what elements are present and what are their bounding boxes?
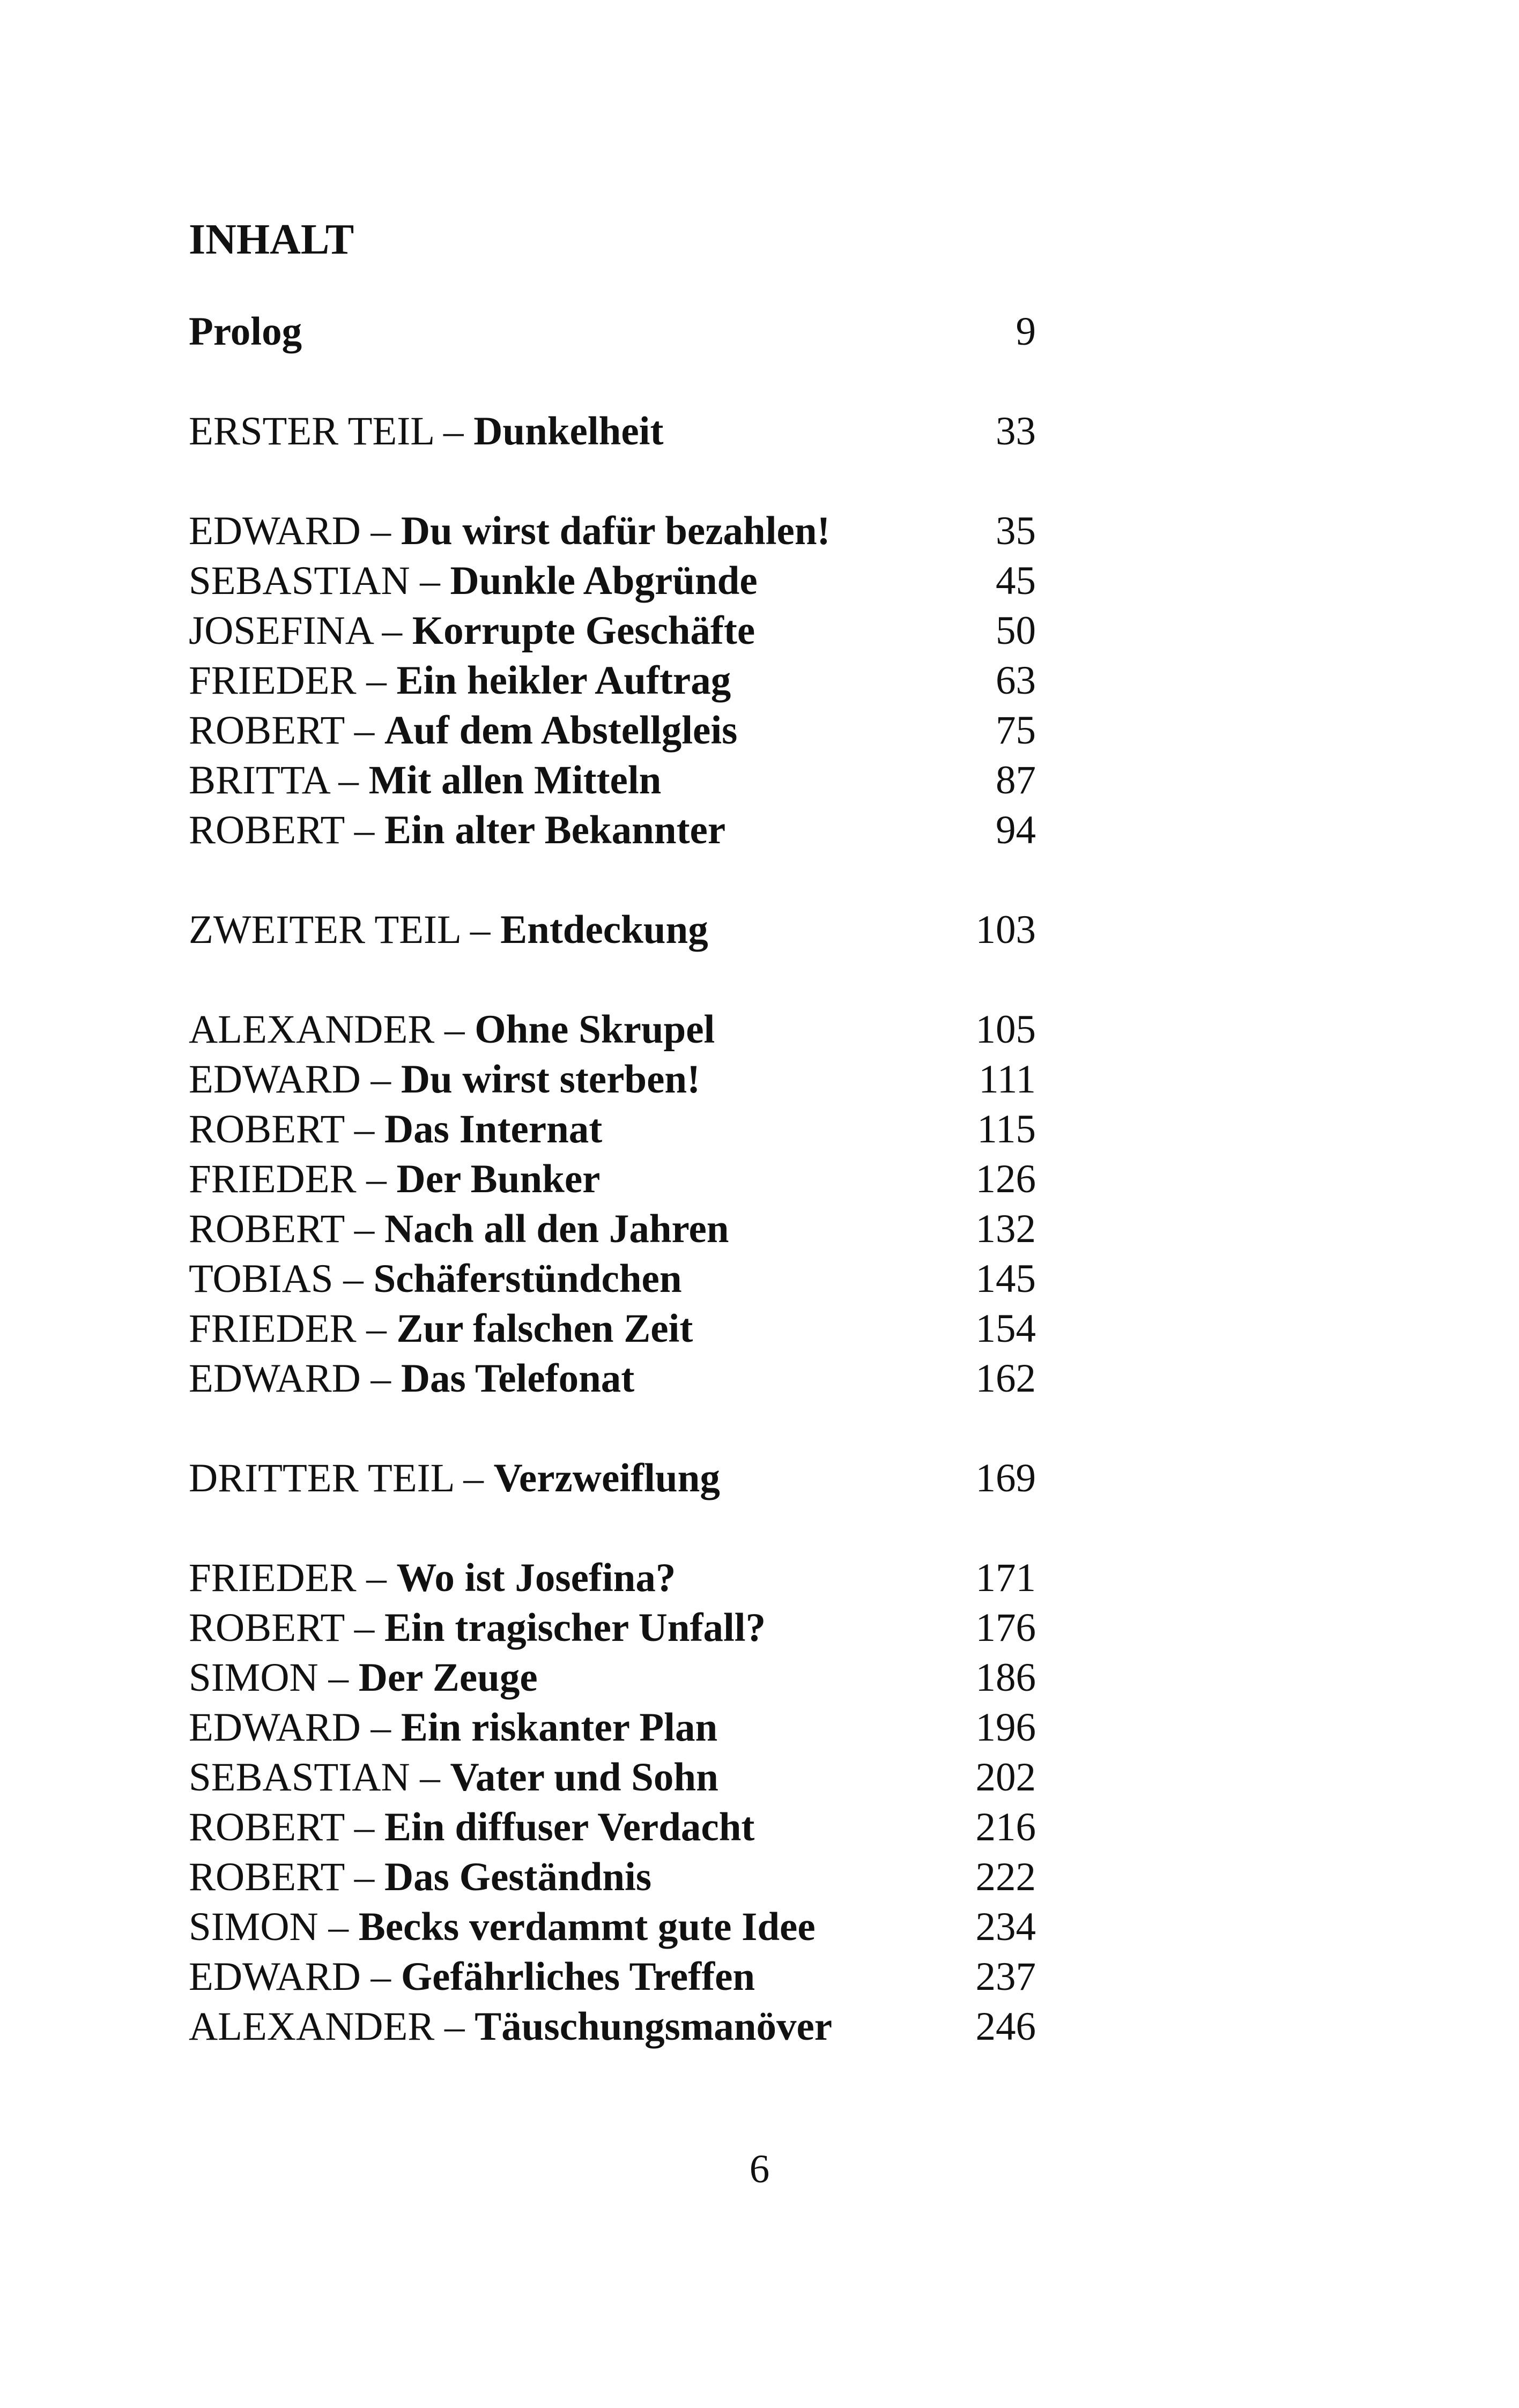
- toc-entry-title: Zur falschen Zeit: [396, 1306, 693, 1351]
- toc-entry-label: [189, 1254, 682, 1304]
- toc-entry-page: 169: [975, 1456, 1036, 1500]
- toc-entry-title: Das Telefonat: [401, 1356, 635, 1401]
- toc-entry-title: Prolog: [189, 309, 302, 354]
- toc-entry-title: Entdeckung: [500, 908, 708, 952]
- toc-entry-page: 234: [975, 1905, 1036, 1949]
- toc-entry-title: Ein tragischer Unfall?: [384, 1606, 766, 1650]
- toc-entry-title: Ein riskanter Plan: [401, 1705, 718, 1750]
- page-number: 6: [749, 2147, 770, 2191]
- toc-entry-page: 246: [975, 2004, 1036, 2049]
- toc-entry-label: [189, 406, 663, 456]
- toc-entry-character: EDWARD –: [189, 1705, 401, 1750]
- toc-entry-character: SIMON –: [189, 1905, 359, 1949]
- table-of-contents: [189, 307, 1036, 2052]
- toc-entry-label: [189, 755, 661, 805]
- toc-entry-character: FRIEDER –: [189, 1556, 397, 1600]
- toc-entry: [189, 606, 1036, 656]
- toc-entry-title: Ohne Skrupel: [475, 1007, 715, 1052]
- toc-entry: [189, 1054, 1036, 1104]
- toc-entry-character: EDWARD –: [189, 509, 401, 553]
- toc-entry: [189, 506, 1036, 556]
- toc-entry-label: [189, 556, 758, 606]
- toc-entry-character: ROBERT –: [189, 1107, 385, 1151]
- toc-entry-character: EDWARD –: [189, 1057, 401, 1102]
- toc-entry-page: 50: [996, 608, 1036, 653]
- toc-entry-label: [189, 307, 302, 356]
- toc-entry: [189, 805, 1036, 855]
- toc-entry-character: SIMON –: [189, 1655, 359, 1700]
- toc-entry-page: 33: [996, 409, 1036, 454]
- toc-entry-title: Schäferstündchen: [373, 1257, 682, 1301]
- toc-entry-title: Mit allen Mitteln: [368, 758, 662, 802]
- toc-entry-page: 35: [996, 509, 1036, 553]
- toc-entry-page: 171: [975, 1556, 1036, 1600]
- toc-entry-page: 126: [975, 1157, 1036, 1201]
- toc-entry-character: ROBERT –: [189, 808, 385, 852]
- toc-entry-title: Nach all den Jahren: [384, 1207, 729, 1251]
- toc-entry-label: [189, 1653, 538, 1703]
- toc-entry-label: [189, 1553, 676, 1603]
- toc-entry: [189, 307, 1036, 356]
- toc-entry: [189, 1703, 1036, 1752]
- toc-entry-label: [189, 1752, 718, 1802]
- toc-entry-label: [189, 1005, 715, 1054]
- toc-entry-page: 87: [996, 758, 1036, 802]
- toc-entry-label: [189, 1852, 651, 1902]
- toc-entry-title: Ein heikler Auftrag: [396, 658, 731, 703]
- toc-entry-page: 162: [975, 1356, 1036, 1401]
- toc-entry: [189, 1902, 1036, 1952]
- toc-entry-character: ALEXANDER –: [189, 2004, 475, 2049]
- toc-entry-page: 103: [975, 908, 1036, 952]
- toc-entry: [189, 1802, 1036, 1852]
- toc-entry-label: [189, 1703, 717, 1752]
- toc-entry-label: [189, 805, 725, 855]
- toc-entry: [189, 755, 1036, 805]
- toc-entry: [189, 656, 1036, 705]
- toc-entry-page: 154: [975, 1306, 1036, 1351]
- toc-entry-character: DRITTER TEIL –: [189, 1456, 494, 1500]
- toc-entry-label: [189, 1154, 600, 1204]
- toc-entry: [189, 1453, 1036, 1503]
- toc-entry-label: [189, 1902, 816, 1952]
- toc-entry-page: 105: [975, 1007, 1036, 1052]
- toc-entry-character: ZWEITER TEIL –: [189, 908, 501, 952]
- toc-entry-page: 63: [996, 658, 1036, 703]
- toc-entry-label: [189, 606, 755, 656]
- toc-entry: [189, 1254, 1036, 1304]
- toc-entry-title: Vater und Sohn: [450, 1755, 718, 1800]
- toc-entry-label: [189, 905, 708, 955]
- toc-entry: [189, 1952, 1036, 2002]
- toc-entry-title: Das Geständnis: [384, 1855, 652, 1899]
- toc-entry-title: Dunkelheit: [473, 409, 664, 454]
- toc-entry-character: ROBERT –: [189, 1855, 385, 1899]
- toc-entry-character: SEBASTIAN –: [189, 1755, 450, 1800]
- toc-entry-character: ERSTER TEIL –: [189, 409, 474, 454]
- toc-entry-character: SEBASTIAN –: [189, 559, 450, 603]
- toc-entry: [189, 1104, 1036, 1154]
- toc-entry-page: 176: [975, 1606, 1036, 1650]
- toc-entry-label: [189, 1054, 700, 1104]
- toc-entry-title: Wo ist Josefina?: [396, 1556, 676, 1600]
- toc-entry-label: [189, 656, 731, 705]
- toc-entry-character: ALEXANDER –: [189, 1007, 475, 1052]
- toc-entry-page: 115: [977, 1107, 1036, 1151]
- toc-entry-label: [189, 705, 737, 755]
- toc-entry-title: Becks verdammt gute Idee: [358, 1905, 816, 1949]
- toc-entry: [189, 1204, 1036, 1254]
- toc-entry-page: 196: [975, 1705, 1036, 1750]
- toc-entry-page: 145: [975, 1257, 1036, 1301]
- toc-entry-page: 237: [975, 1954, 1036, 1999]
- toc-entry-character: EDWARD –: [189, 1954, 401, 1999]
- toc-entry-character: EDWARD –: [189, 1356, 401, 1401]
- toc-entry-character: TOBIAS –: [189, 1257, 374, 1301]
- toc-entry-page: 222: [975, 1855, 1036, 1899]
- toc-entry-page: 75: [996, 708, 1036, 753]
- toc-entry-character: ROBERT –: [189, 1606, 385, 1650]
- toc-entry-character: ROBERT –: [189, 708, 385, 753]
- toc-entry-page: 216: [975, 1805, 1036, 1849]
- toc-entry: [189, 705, 1036, 755]
- toc-entry-title: Ein diffuser Verdacht: [384, 1805, 755, 1849]
- toc-entry-label: [189, 1104, 602, 1154]
- toc-entry-label: [189, 1802, 754, 1852]
- toc-entry-label: [189, 1952, 755, 2002]
- toc-entry: [189, 1354, 1036, 1403]
- toc-entry: [189, 1653, 1036, 1703]
- toc-entry-page: 45: [996, 559, 1036, 603]
- toc-entry-page: 132: [975, 1207, 1036, 1251]
- toc-entry-page: 94: [996, 808, 1036, 852]
- toc-entry: [189, 406, 1036, 456]
- toc-entry-title: Dunkle Abgründe: [450, 559, 758, 603]
- toc-heading: INHALT: [189, 216, 354, 263]
- toc-entry: [189, 1553, 1036, 1603]
- toc-entry-label: [189, 1453, 720, 1503]
- toc-entry-label: [189, 1304, 693, 1354]
- toc-entry-title: Ein alter Bekannter: [384, 808, 726, 852]
- toc-entry: [189, 556, 1036, 606]
- toc-entry-title: Auf dem Abstellgleis: [384, 708, 738, 753]
- toc-entry-character: FRIEDER –: [189, 1306, 397, 1351]
- toc-entry: [189, 1304, 1036, 1354]
- toc-entry: [189, 905, 1036, 955]
- toc-entry-title: Du wirst sterben!: [401, 1057, 701, 1102]
- toc-entry-title: Verzweiflung: [493, 1456, 720, 1500]
- toc-entry-title: Das Internat: [384, 1107, 603, 1151]
- toc-entry-title: Der Zeuge: [358, 1655, 538, 1700]
- toc-entry-label: [189, 1354, 634, 1403]
- toc-entry-title: Der Bunker: [396, 1157, 601, 1201]
- toc-entry-character: FRIEDER –: [189, 1157, 397, 1201]
- toc-entry-character: FRIEDER –: [189, 658, 397, 703]
- toc-entry-title: Gefährliches Treffen: [401, 1954, 755, 1999]
- toc-entry: [189, 1154, 1036, 1204]
- toc-entry-title: Täuschungsmanöver: [475, 2004, 833, 2049]
- toc-entry-character: JOSEFINA –: [189, 608, 412, 653]
- toc-entry-page: 111: [979, 1057, 1036, 1102]
- toc-entry: [189, 1752, 1036, 1802]
- toc-entry: [189, 1603, 1036, 1653]
- toc-entry-label: [189, 1603, 766, 1653]
- toc-entry-page: 202: [975, 1755, 1036, 1800]
- toc-entry-page: 186: [975, 1655, 1036, 1700]
- toc-entry-character: ROBERT –: [189, 1805, 385, 1849]
- toc-entry-page: 9: [1016, 309, 1036, 354]
- toc-entry-character: ROBERT –: [189, 1207, 385, 1251]
- toc-entry: [189, 2002, 1036, 2052]
- toc-entry: [189, 1852, 1036, 1902]
- toc-entry: [189, 1005, 1036, 1054]
- toc-entry-label: [189, 506, 831, 556]
- toc-entry-character: BRITTA –: [189, 758, 369, 802]
- toc-entry-title: Du wirst dafür bezahlen!: [401, 509, 831, 553]
- toc-entry-title: Korrupte Geschäfte: [412, 608, 755, 653]
- toc-entry-label: [189, 1204, 729, 1254]
- toc-entry-label: [189, 2002, 832, 2052]
